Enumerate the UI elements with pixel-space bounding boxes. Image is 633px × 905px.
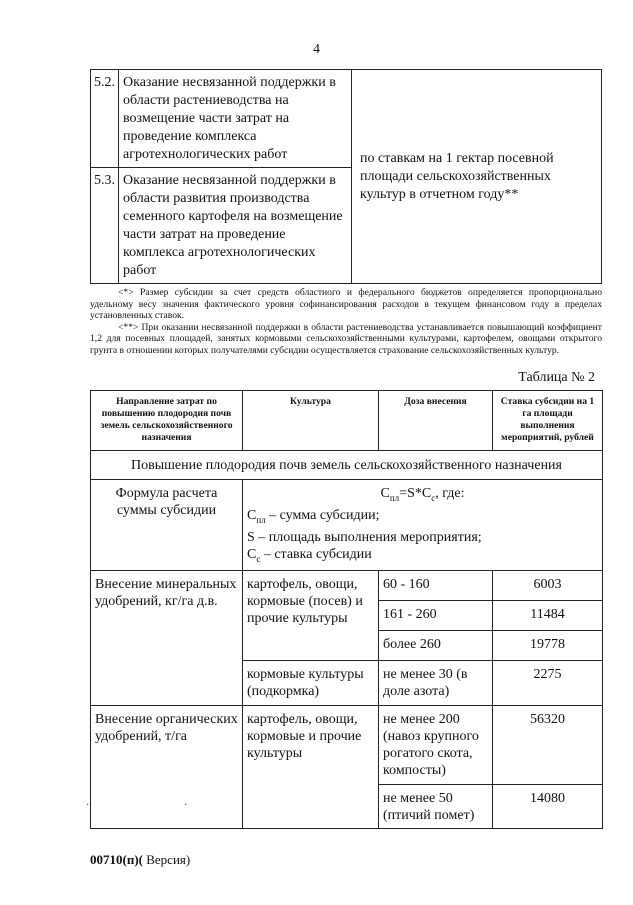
row-text: Оказание несвязанной поддержки в области развития производства семенного картофеля на возмещение части затрат на проведение комплекса агротехнологических работ xyxy=(119,168,352,284)
table-header-row xyxy=(91,391,603,451)
rate-cell: 2275 xyxy=(493,661,603,706)
dose-cell: не менее 30 (в доле азота) xyxy=(379,661,493,706)
top-table xyxy=(90,69,602,284)
section-row xyxy=(91,451,603,480)
formula-row xyxy=(91,480,603,571)
table-row xyxy=(91,571,603,601)
footer-code: 00710(п)( Версия) xyxy=(90,852,191,867)
rate-cell: 56320 xyxy=(493,706,603,785)
footnote-1: <*> Размер субсидии за счет средств областного и федерального бюджетов определяется пропорционально удельному весу значения фактического уровня софинансирования расходов в текущем финансовом году в пределах установленных ставок. xyxy=(90,287,602,322)
footnotes xyxy=(90,287,602,357)
dose-cell: более 260 xyxy=(379,631,493,661)
rate-cell: 14080 xyxy=(493,785,603,829)
row-number: 5.2. xyxy=(91,70,119,168)
formula-equation: $С_{пл}=S*С_с$, где: xyxy=(380,486,465,503)
mineral-crop: картофель, овощи, кормовые (посев) и прочие культуры xyxy=(243,571,379,661)
header-crop: Культура xyxy=(243,391,379,451)
rate-cell: 11484 xyxy=(493,601,603,631)
header-rate: Ставка субсидии на 1 га площади выполнения мероприятий, рублей xyxy=(493,391,603,451)
subsidy-table xyxy=(90,390,603,829)
section-title: Повышение плодородия почв земель сельскохозяйственного назначения xyxy=(91,451,603,480)
row-number: 5.3. xyxy=(91,168,119,284)
footnote-2: <**> При оказании несвязанной поддержки в области растениеводства устанавливается повышающий коэффициент 1,2 для посевных площадей, занятых кормовыми сельскохозяйственными культурами, картофелем, овощами открытого грунта в отношении которых получателями субсидии осуществляется страхование сельскохозяйственных культур. xyxy=(90,321,602,356)
mineral-direction: Внесение минеральных удобрений, кг/га д.в. xyxy=(91,571,243,706)
formula-line-1: $С_{пл}$ – сумма субсидии; xyxy=(247,507,380,525)
formula-line-3: $С_с$ – ставка субсидии xyxy=(247,546,372,564)
rate-cell: по ставкам на 1 гектар посевной площади сельскохозяйственных культур в отчетном году** xyxy=(352,70,602,284)
dose-cell: не менее 50 (птичий помет) xyxy=(379,785,493,829)
scan-mark: · xyxy=(184,800,188,811)
organic-crop: картофель, овощи, кормовые и прочие культуры xyxy=(243,706,379,829)
table-caption: Таблица № 2 xyxy=(518,370,595,385)
formula-label: Формула расчета суммы субсидии xyxy=(91,480,243,571)
header-dose: Доза внесения xyxy=(379,391,493,451)
dose-cell: 60 - 160 xyxy=(379,571,493,601)
page-number: 4 xyxy=(313,42,320,57)
table-row xyxy=(91,70,602,168)
header-direction: Направление затрат по повышению плодородия почв земель сельскохозяйственного назначения xyxy=(91,391,243,451)
scan-mark: · xyxy=(86,800,90,811)
table-row xyxy=(91,706,603,785)
formula-body xyxy=(243,480,603,571)
mineral-crop-2: кормовые культуры (подкормка) xyxy=(243,661,379,706)
organic-direction: Внесение органических удобрений, т/га xyxy=(91,706,243,829)
dose-cell: не менее 200 (навоз крупного рогатого скота, компосты) xyxy=(379,706,493,785)
dose-cell: 161 - 260 xyxy=(379,601,493,631)
row-text: Оказание несвязанной поддержки в области растениеводства на возмещение части затрат на проведение комплекса агротехнологических работ xyxy=(119,70,352,168)
formula-line-2: S – площадь выполнения мероприятия; xyxy=(247,529,482,545)
rate-cell: 19778 xyxy=(493,631,603,661)
rate-cell: 6003 xyxy=(493,571,603,601)
